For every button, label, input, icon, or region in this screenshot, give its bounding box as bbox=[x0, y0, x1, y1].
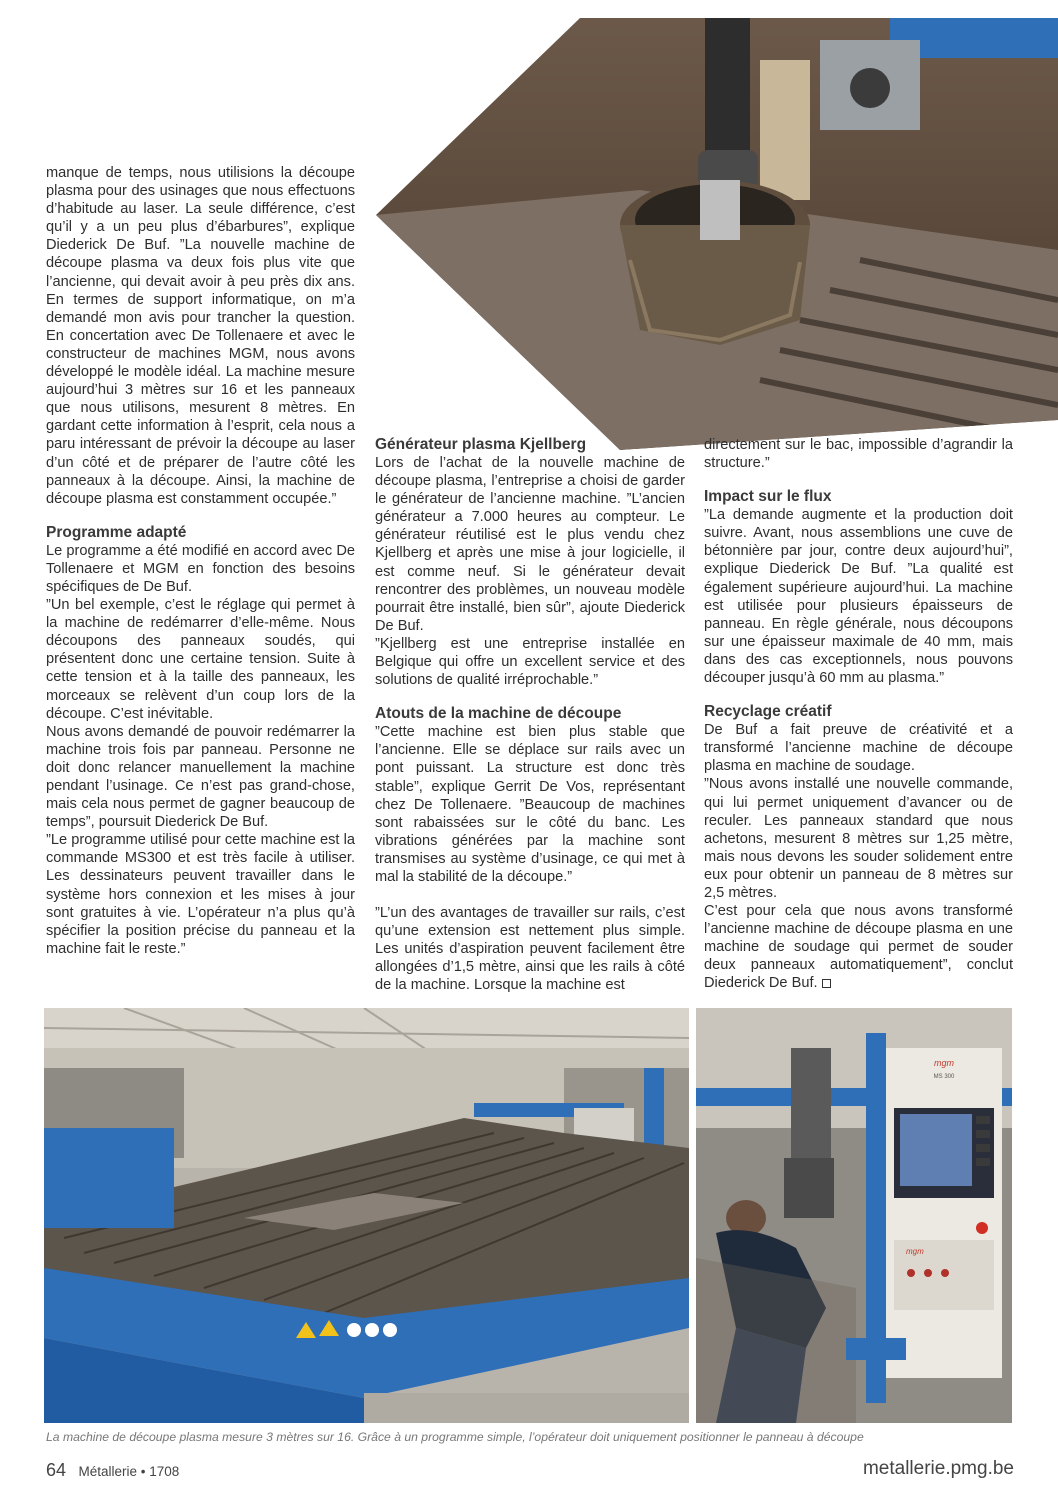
col2-paragraph-2: ”Kjellberg est une entreprise installée en Belgique qui offre un excellent service et des solutions de qualité irréprochable.” bbox=[375, 635, 685, 689]
panel-brand-label-lower: mgm bbox=[906, 1247, 924, 1256]
col3-paragraph-2: ”La demande augmente et la production doit suivre. Avant, nous assemblions une cuve de bétonnière par jour, contre deux aujourd’hui”, explique Diederick De Buf. ”La qualité est également supérieure aujourd’hui. La machine est utilisée pour plusieurs épaisseurs de panneau. En règle générale, nous découpons sur une épaisseur maximale de 40 mm, mais dans des cas exceptionnels, nous pouvons découper jusqu’à 60 mm au plasma.” bbox=[704, 507, 1013, 687]
panel-model-label: MS 300 bbox=[933, 1074, 955, 1080]
col3-paragraph-5-text: C’est pour cela que nous avons transformé l’ancienne machine de découpe plasma en une machine de soudage qui permet de souder deux panneaux automatiquement”, conclut Diederick De Buf. bbox=[704, 903, 1013, 992]
article-column-2 bbox=[375, 436, 685, 995]
heading-recyclage-creatif: Recyclage créatif bbox=[704, 703, 832, 721]
col1-paragraph-1: manque de temps, nous utilisions la découpe plasma pour des usinages que nous effectuons d’habitude au laser. La seule différence, c’est qu’il y a un peu plus d’ébarbures”, explique Diederick De Buf. ”La nouvelle machine de découpe plasma va deux fois plus vite que l’ancienne, qui devait avoir à peu près dix ans. En termes de support informatique, on m’a demandé mon avis pour trancher la question. En concertation avec De Tollenaere et avec le constructeur de machines MGM, nous avons développé le modèle idéal. La machine mesure aujourd’hui 3 mètres sur 16 et les panneaux que nous utilisons, mesurent 8 mètres. En gardant cette information à l’esprit, cela nous a paru intéressant de prévoir la découpe au laser d’un côté et de préparer de l’autre côté les panneaux à la découpe. Ainsi, la machine de découpe plasma est constamment occupée.” bbox=[46, 165, 355, 507]
heading-atouts-machine: Atouts de la machine de découpe bbox=[375, 705, 622, 723]
heading-programme-adapte: Programme adapté bbox=[46, 523, 187, 541]
col3-paragraph-4: ”Nous avons installé une nouvelle commande, qui lui permet uniquement d’avancer ou de reculer. Les panneaux standard que nous achetons, mesurent 8 mètres sur 1,25 mètre, mais nous devons les souder solidement entre eux pour obtenir un panneau de 8 mètres sur 2,5 mètres. bbox=[704, 776, 1013, 901]
col2-paragraph-4: ”L’un des avantages de travailler sur rails, c’est qu’une extension est nettement plus simple. Les unités d’aspiration peuvent facilement être allongées d’1,5 mètre, ainsi que les rails à côté de la machine. Lorsque la machine est bbox=[375, 905, 685, 994]
col1-paragraph-2: Le programme a été modifié en accord avec De Tollenaere et MGM en fonction des besoins spécifiques de De Buf. bbox=[46, 542, 355, 595]
col1-paragraph-3: ”Un bel exemple, c’est le réglage qui permet à la machine de redémarrer d’elle-même. Nous découpons des panneaux soudés, qui présentent donc une certaine tension. Suite à cette tension et à la taille des panneaux, les morceaux se relèvent d’un coup lors de la découpe. C’est inévitable. bbox=[46, 597, 355, 722]
col3-paragraph-5 bbox=[704, 902, 1013, 992]
article-column-1 bbox=[46, 164, 355, 958]
col2-paragraph-3: ”Cette machine est bien plus stable que l’ancienne. Elle se déplace sur rails avec un pont puissant. La structure est donc très stable”, explique Gerrit De Vos, représentant chez De Tollenaere. ”Beaucoup de machines sont rabaissées sur le côté du banc. Les vibrations générées par la machine sont transmises au système d’usinage, ce qui met à mal la stabilité de la découpe.” bbox=[375, 724, 685, 885]
col2-paragraph-1: Lors de l’achat de la nouvelle machine de découpe plasma, l’entreprise a choisi de garder le générateur de l’ancienne machine. ”L’ancien générateur a 7.000 heures au compteur. Le générateur réutilisé est le plus vendu chez Kjellberg et après une mise à jour logicielle, il est comme neuf. Si le générateur devait rencontrer des problèmes, un nouveau modèle pourrait être installé, bien sûr”, ajoute Diederick De Buf. bbox=[375, 455, 685, 634]
article-column-3 bbox=[704, 436, 1013, 993]
page-number: 64 bbox=[46, 1460, 67, 1480]
col3-paragraph-1: directement sur le bac, impossible d’agrandir la structure.” bbox=[704, 437, 1013, 472]
col1-paragraph-5: ”Le programme utilisé pour cette machine est la commande MS300 et est très facile à utiliser. Les dessinateurs peuvent travailler dans le système hors connexion et les mises à jour sont gratuites à vie. L’opérateur n’a plus qu’à spécifier la position précise du panneau et la machine fait le reste.” bbox=[46, 832, 355, 957]
page-footer-left bbox=[46, 1460, 179, 1481]
photo-caption: La machine de découpe plasma mesure 3 mètres sur 16. Grâce à un programme simple, l’opérateur doit uniquement positionner le panneau à découpe bbox=[46, 1430, 864, 1444]
cutting-table-photo bbox=[44, 1008, 689, 1423]
article-end-mark-icon bbox=[822, 979, 831, 988]
operator-control-panel-photo bbox=[696, 1008, 1012, 1423]
magazine-issue: Métallerie • 1708 bbox=[78, 1464, 180, 1479]
col3-paragraph-3: De Buf a fait preuve de créativité et a transformé l’ancienne machine de découpe plasma en machine de soudage. bbox=[704, 722, 1013, 775]
col1-paragraph-4: Nous avons demandé de pouvoir redémarrer la machine trois fois par panneau. Personne ne doit donc relancer manuellement la machine pendant l’usinage. Ce n’est pas grand-chose, mais cela nous permet de gagner beaucoup de temps”, poursuit Diederick De Buf. bbox=[46, 723, 355, 831]
heading-impact-flux: Impact sur le flux bbox=[704, 488, 832, 506]
panel-brand-label: mgm bbox=[934, 1058, 954, 1068]
heading-generateur-plasma: Générateur plasma Kjellberg bbox=[375, 436, 587, 453]
website-link[interactable]: metallerie.pmg.be bbox=[862, 1458, 1014, 1479]
